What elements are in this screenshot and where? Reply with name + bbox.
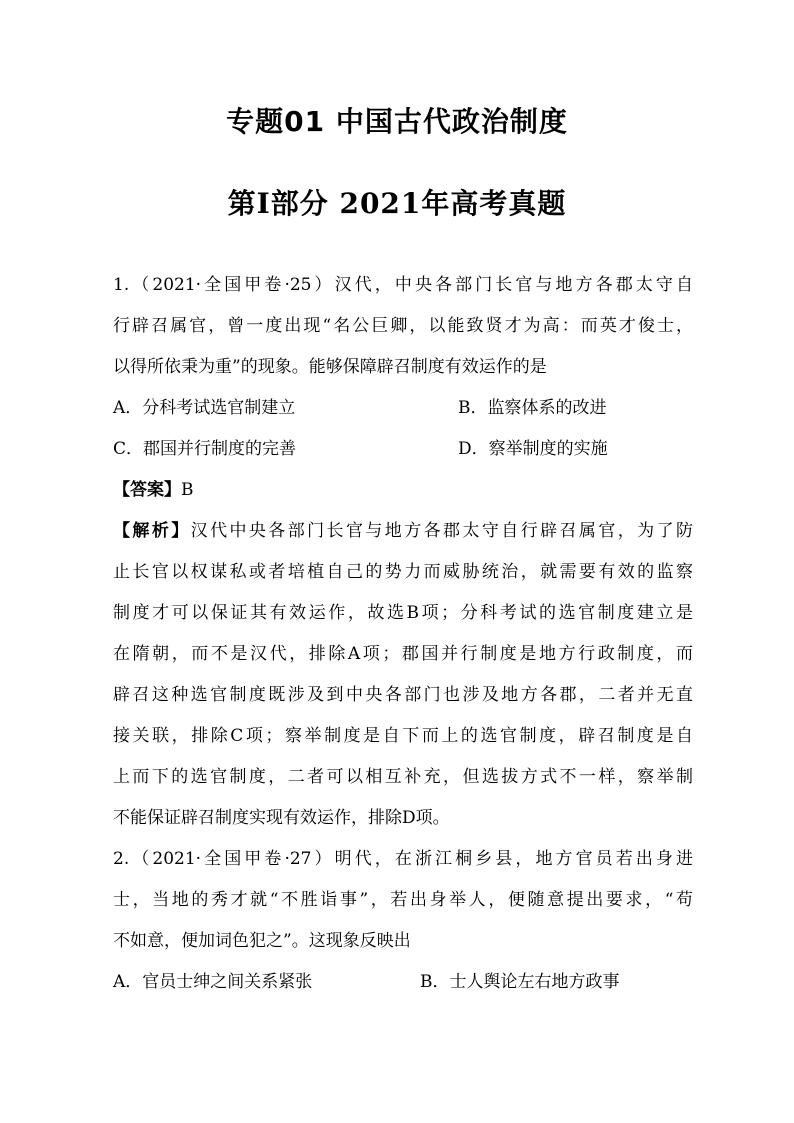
question-2-line: 不如意，便加词色犯之”。这现象反映出	[113, 931, 411, 951]
analysis-line	[113, 511, 693, 552]
question-1-line: 以得所依秉为重”的现象。能够保障辟召制度有效运作的是	[113, 357, 547, 377]
question-1-options-row-2	[113, 429, 693, 470]
document-body	[113, 265, 693, 1003]
option-c: C．郡国并行制度的完善	[113, 439, 297, 459]
analysis-line: 接关联，排除C项；察举制度是自下而上的选官制度，辟召制度是自	[113, 726, 693, 746]
question-2-options-row-1	[113, 962, 693, 1003]
question-2-line: 2.（2021·全国甲卷·27）明代，在浙江桐乡县，地方官员若出身进	[113, 849, 693, 869]
option-a: A．分科考试选官制建立	[113, 398, 296, 418]
question-1-line: 1.（2021·全国甲卷·25）汉代，中央各部门长官与地方各郡太守自	[113, 275, 693, 295]
analysis-tag: 【解析】	[113, 521, 191, 541]
analysis-line: 在隋朝，而不是汉代，排除A项；郡国并行制度是地方行政制度，而	[113, 644, 693, 664]
answer-line	[113, 470, 693, 511]
analysis-text: 汉代中央各部门长官与地方各郡太守自行辟召属官，为了防	[190, 521, 693, 541]
option-b: B．士人舆论左右地方政事	[420, 972, 620, 992]
answer-tag: 【答案】	[113, 480, 181, 500]
page-subtitle: 第Ⅰ部分 2021年高考真题	[227, 187, 567, 220]
option-a: A．官员士绅之间关系紧张	[113, 972, 313, 992]
analysis-line: 上而下的选官制度，二者可以相互补充，但选拔方式不一样，察举制	[113, 767, 693, 787]
analysis-line: 辟召这种选官制度既涉及到中央各部门也涉及地方各郡，二者并无直	[113, 685, 693, 705]
question-1-options-row-1	[113, 388, 693, 429]
analysis-line: 制度才可以保证其有效运作，故选B项；分科考试的选官制度建立是	[113, 603, 693, 623]
option-b: B．监察体系的改进	[458, 398, 607, 418]
analysis-line: 止长官以权谋私或者培植自己的势力而威胁统治，就需要有效的监察	[113, 562, 693, 582]
question-2-line: 士，当地的秀才就“不胜诣事”，若出身举人，便随意提出要求，“苟	[113, 890, 693, 910]
answer-value: B	[181, 480, 194, 500]
page-title: 专题01 中国古代政治制度	[226, 105, 568, 138]
question-1-line: 行辟召属官，曾一度出现“名公巨卿，以能致贤才为高：而英才俊士，	[113, 316, 693, 336]
option-d: D．察举制度的实施	[458, 439, 608, 459]
analysis-line: 不能保证辟召制度实现有效运作，排除D项。	[113, 808, 450, 828]
